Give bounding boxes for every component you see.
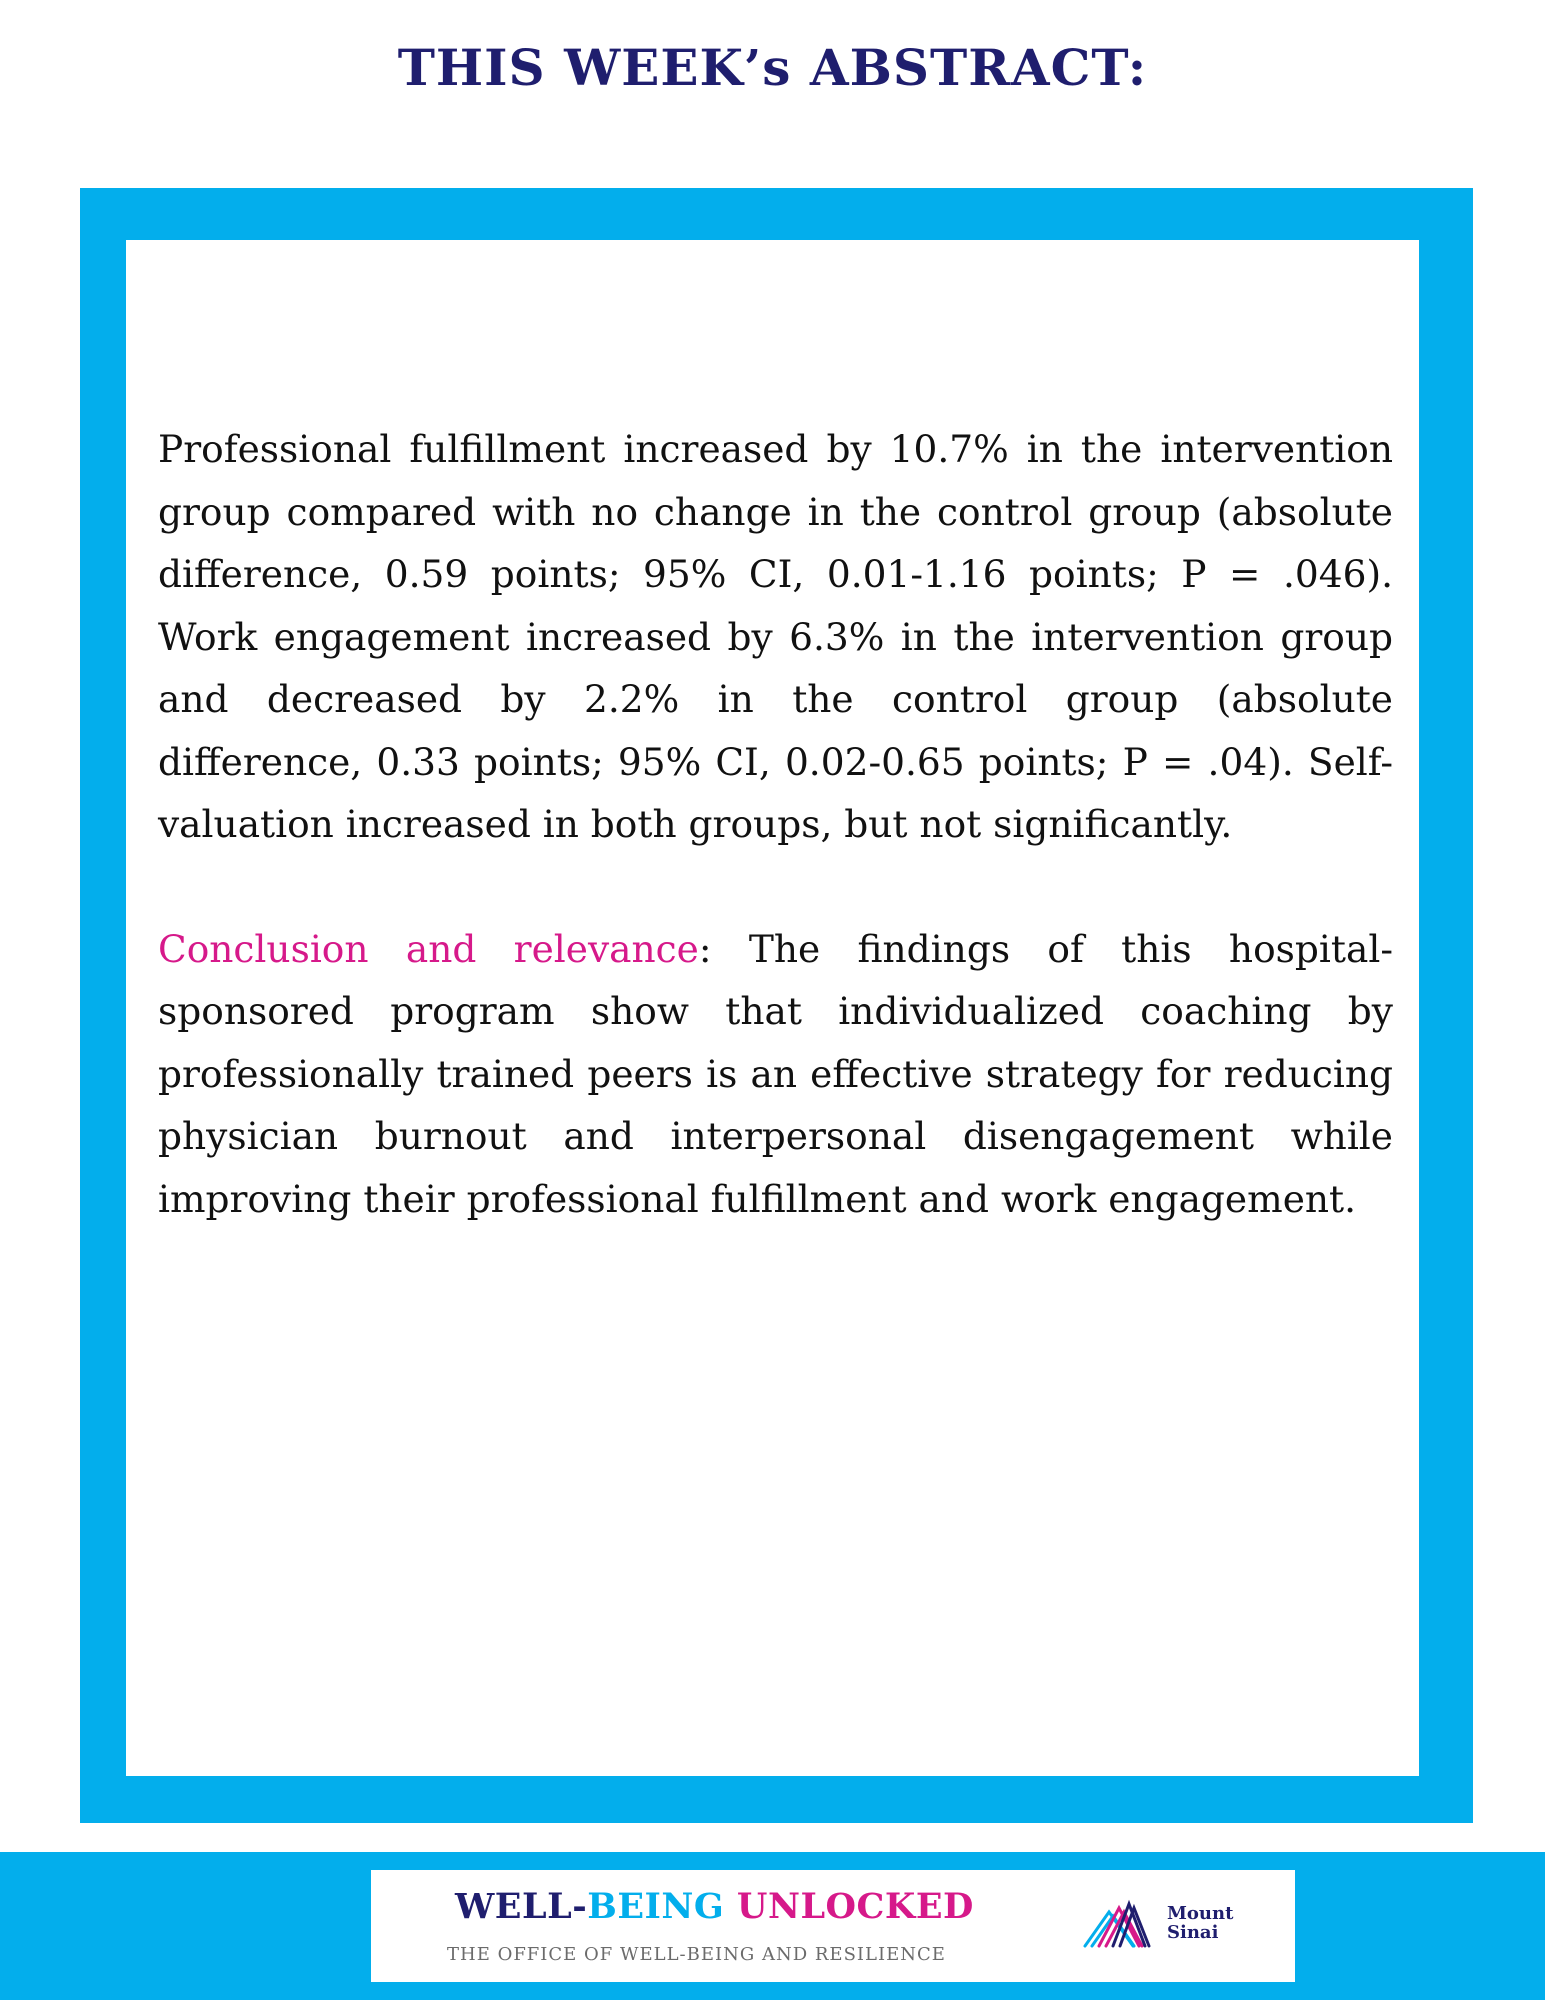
conclusion-label: Conclusion and relevance [158, 926, 699, 971]
mount-sinai-logo-icon [1083, 1894, 1151, 1948]
brand-subtitle: THE OFFICE OF WELL-BEING AND RESILIENCE [447, 1944, 946, 1965]
logo-line-1: Mount [1167, 1903, 1234, 1924]
conclusion-paragraph [158, 918, 1393, 1231]
brand-title-part2: BEING [587, 1886, 725, 1927]
logo-line-2: Sinai [1167, 1922, 1219, 1943]
footer-card [371, 1870, 1295, 1982]
brand-title-part3: UNLOCKED [724, 1886, 974, 1927]
conclusion-separator: : [698, 926, 712, 971]
results-paragraph: Professional fulfillment increased by 10.7% in the intervention group compared with no change in the control group (absolute difference, 0.59 points; 95% CI, 0.01-1.16 points; P = .046). Work engagement increased by 6.3% in the intervention group and decreased by 2.2% in the control group (absolute difference, 0.33 points; 95% CI, 0.02-0.65 points; P = .04). Self-valuation increased in both groups, but not significantly. [158, 427, 1393, 846]
abstract-body [158, 418, 1393, 1230]
page-title: THIS WEEK’s ABSTRACT: [397, 38, 1148, 97]
logo-wordmark [1167, 1904, 1233, 1942]
conclusion-text: The findings of this hospital-sponsored program show that individualized coaching by professionally trained peers is an effective strategy for reducing physician burnout and interpersonal disengagement while improving their professional fulfillment and work engagement. [158, 926, 1393, 1221]
brand-title [455, 1886, 974, 1927]
brand-title-part1: WELL- [455, 1886, 588, 1927]
